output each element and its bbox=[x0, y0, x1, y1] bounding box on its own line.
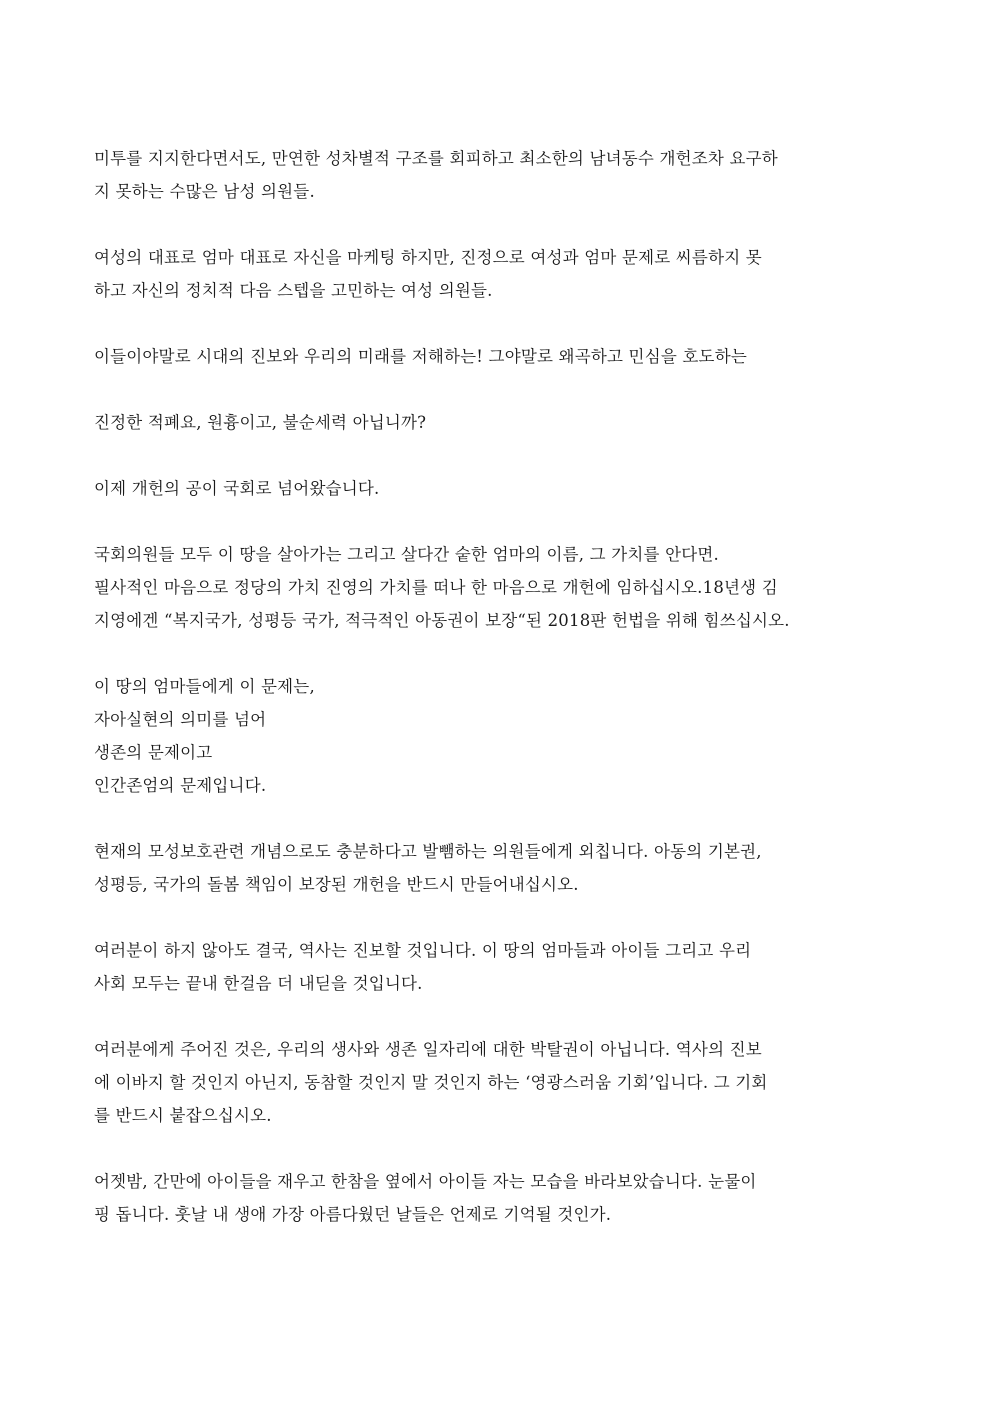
text-line: 인간존엄의 문제입니다. bbox=[94, 776, 267, 795]
paragraph-3 bbox=[94, 340, 898, 373]
text-line: 어젯밤, 간만에 아이들을 재우고 한참을 옆에서 아이들 자는 모습을 바라보았습니다. 눈물이 bbox=[94, 1172, 757, 1191]
text-line: 이들이야말로 시대의 진보와 우리의 미래를 저해하는! 그야말로 왜곡하고 민심을 호도하는 bbox=[94, 347, 747, 366]
paragraph-4 bbox=[94, 406, 898, 439]
text-line: 국회의원들 모두 이 땅을 살아가는 그리고 살다간 숱한 엄마의 이름, 그 가치를 안다면. bbox=[94, 545, 719, 564]
text-line: 여러분이 하지 않아도 결국, 역사는 진보할 것입니다. 이 땅의 엄마들과 아이들 그리고 우리 bbox=[94, 941, 752, 960]
text-line: 핑 돕니다. 훗날 내 생애 가장 아름다웠던 날들은 언제로 기억될 것인가. bbox=[94, 1205, 612, 1224]
text-line: 에 이바지 할 것인지 아닌지, 동참할 것인지 말 것인지 하는 ‘영광스러움 기회’입니다. 그 기회 bbox=[94, 1073, 768, 1092]
text-line: 여성의 대표로 엄마 대표로 자신을 마케팅 하지만, 진정으로 여성과 엄마 문제로 씨름하지 못 bbox=[94, 248, 762, 267]
text-line: 진정한 적폐요, 원흉이고, 불순세력 아닙니까? bbox=[94, 413, 427, 432]
paragraph-8 bbox=[94, 835, 898, 901]
text-line: 여러분에게 주어진 것은, 우리의 생사와 생존 일자리에 대한 박탈권이 아닙니다. 역사의 진보 bbox=[94, 1040, 762, 1059]
document-page bbox=[94, 142, 898, 1231]
text-line: 하고 자신의 정치적 다음 스텝을 고민하는 여성 의원들. bbox=[94, 281, 493, 300]
text-line: 미투를 지지한다면서도, 만연한 성차별적 구조를 회피하고 최소한의 남녀동수 개헌조차 요구하 bbox=[94, 149, 778, 168]
text-line: 현재의 모성보호관련 개념으로도 충분하다고 발뺌하는 의원들에게 외칩니다. 아동의 기본권, bbox=[94, 842, 762, 861]
text-line: 이 땅의 엄마들에게 이 문제는, bbox=[94, 677, 315, 696]
paragraph-10 bbox=[94, 1033, 898, 1132]
text-line: 지 못하는 수많은 남성 의원들. bbox=[94, 182, 315, 201]
text-line: 를 반드시 붙잡으십시오. bbox=[94, 1106, 272, 1125]
text-line: 성평등, 국가의 돌봄 책임이 보장된 개헌을 반드시 만들어내십시오. bbox=[94, 875, 579, 894]
paragraph-9 bbox=[94, 934, 898, 1000]
text-line: 사회 모두는 끝내 한걸음 더 내딛을 것입니다. bbox=[94, 974, 423, 993]
paragraph-5 bbox=[94, 472, 898, 505]
paragraph-6 bbox=[94, 538, 898, 637]
paragraph-2 bbox=[94, 241, 898, 307]
text-line: 이제 개헌의 공이 국회로 넘어왔습니다. bbox=[94, 479, 380, 498]
paragraph-7 bbox=[94, 670, 898, 802]
text-line: 필사적인 마음으로 정당의 가치 진영의 가치를 떠나 한 마음으로 개헌에 임하십시오.18년생 김 bbox=[94, 578, 778, 597]
text-line: 지영에겐 “복지국가, 성평등 국가, 적극적인 아동권이 보장“된 2018판 헌법을 위해 힘쓰십시오. bbox=[94, 611, 790, 630]
text-line: 생존의 문제이고 bbox=[94, 743, 213, 762]
paragraph-1 bbox=[94, 142, 898, 208]
paragraph-11 bbox=[94, 1165, 898, 1231]
text-line: 자아실현의 의미를 넘어 bbox=[94, 710, 267, 729]
